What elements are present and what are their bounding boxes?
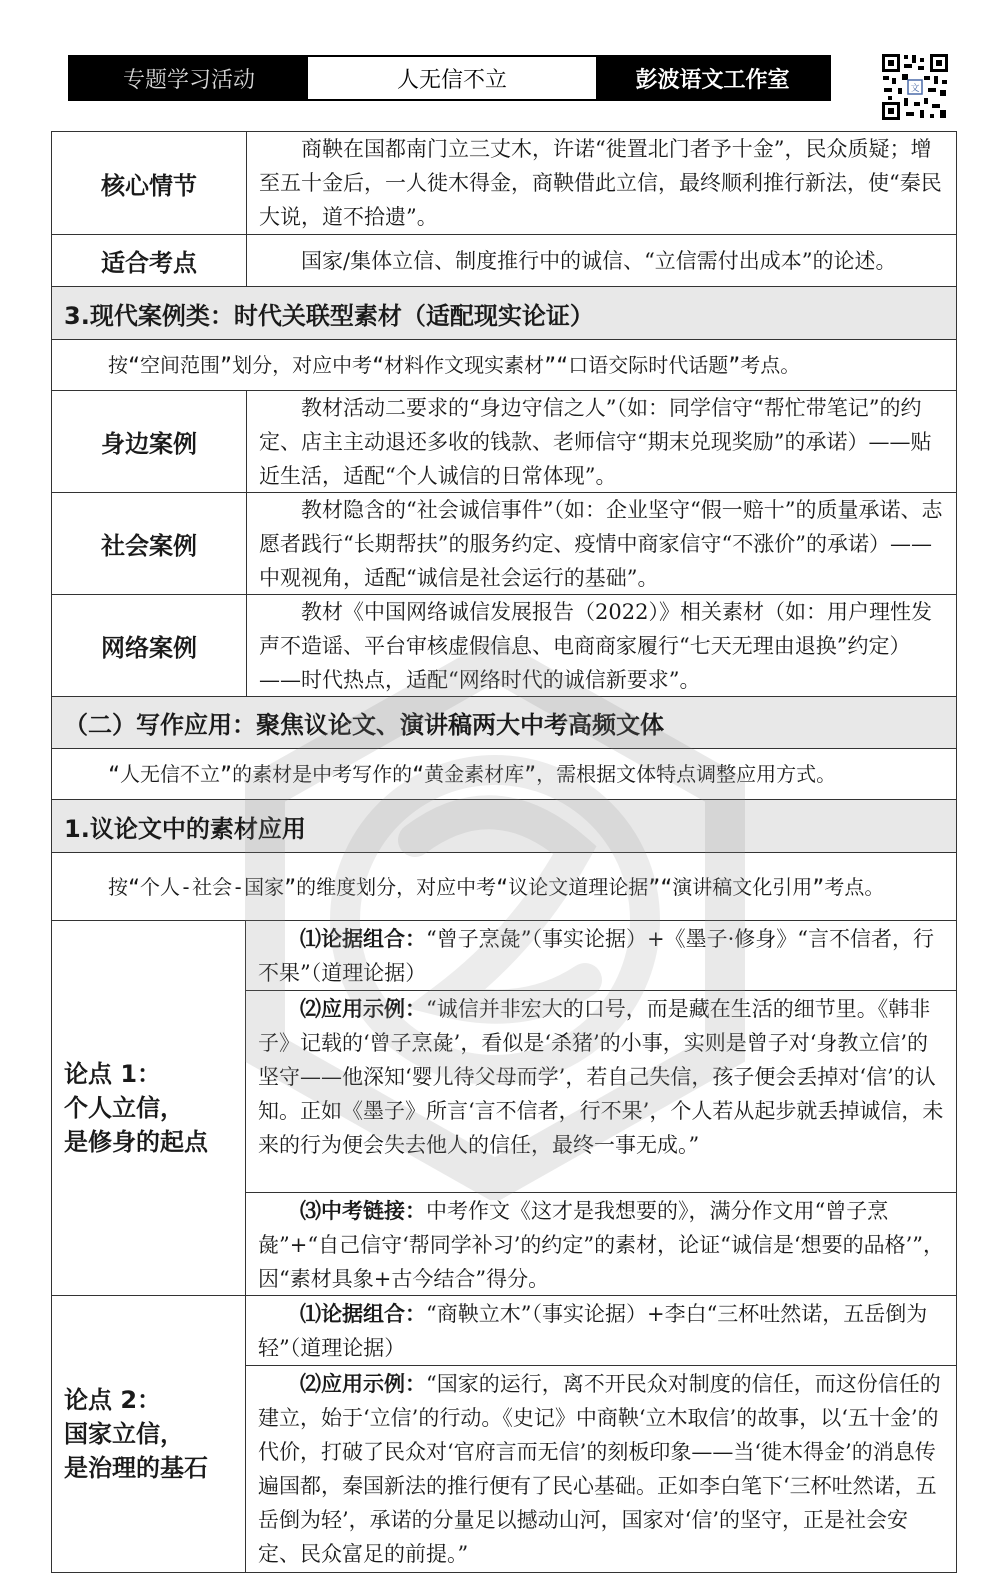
section-intro: 按“空间范围”划分，对应中考“材料作文现实素材”“口语交际时代话题”考点。 [52, 340, 956, 391]
table-row [52, 235, 956, 287]
section-heading-argument-essay: 1.议论文中的素材应用 [52, 800, 956, 853]
argument-point-row [52, 921, 956, 1296]
table-row [52, 493, 956, 595]
row-text: 国家/集体立信、制度推行中的诚信、“立信需付出成本”的论述。 [301, 248, 897, 273]
row-text: 商鞅在国都南门立三丈木，许诺“徙置北门者予十金”，民众质疑；增至五十金后，一人徙木得金，商鞅借此立信，最终顺利推行新法，使“秦民大说，道不拾遗”。 [259, 137, 942, 229]
header-studio: 彭波语文工作室 [596, 57, 829, 99]
svg-text:文: 文 [910, 84, 920, 94]
table-row [52, 391, 956, 493]
row-text: 教材《中国网络诚信发展报告（2022）》相关素材（如：用户理性发声不造谣、平台审核虚假信息、电商商家履行“七天无理由退换”约定）——时代热点，适配“网络时代的诚信新要求”。 [259, 599, 932, 692]
header-topic: 专题学习活动 [70, 57, 308, 99]
application-example: ⑵应用示例：“诚信并非宏大的口号，而是藏在生活的细节里。《韩非子》记载的‘曾子烹彘’，看似是‘杀猪’的小事，实则是曾子对‘身教立信’的坚守——他深知‘婴儿待父母而学’，若自己失信，孩子便会丢掉对‘信’的认知。正如《墨子》所言‘言不信者，行不果’，个人若从起步就丢掉诚信，未来的行为便会失去他人的信任，最终一事无成。” [246, 991, 956, 1193]
application-example: ⑵应用示例：“国家的运行，离不开民众对制度的信任，而这份信任的建立，始于‘立信’的行动。《史记》中商鞅‘立木取信’的故事，以‘五十金’的代价，打破了民众对‘官府言而无信’的刻板印象——当‘徙木得金’的消息传遍国都，秦国新法的推行便有了民心基础。正如李白笔下‘三杯吐然诺，五岳倒为轻’，承诺的分量足以撼动山河，国家对‘信’的坚守，正是社会安定、民众富足的前提。” [258, 1372, 941, 1566]
argument-point-details [246, 921, 956, 1295]
section-intro: 按“个人-社会-国家”的维度划分，对应中考“议论文道理论据”“演讲稿文化引用”考点。 [52, 853, 956, 921]
section-heading-writing: （二）写作应用：聚焦议论文、演讲稿两大中考高频文体 [52, 697, 956, 749]
exam-link: ⑶中考链接：中考作文《这才是我想要的》，满分作文用“曾子烹彘”+“自己信守‘帮同学补习’的约定”的素材，论证“诚信是‘想要的品格’”，因“素材具象+古今结合”得分。 [258, 1199, 944, 1291]
evidence-combination: ⑴论据组合：“曾子烹彘”（事实论据）+《墨子·修身》“言不信者，行不果”（道理论据） [246, 921, 956, 991]
row-label: 核心情节 [52, 132, 247, 234]
argument-point-row [52, 1296, 956, 1573]
table-row [52, 132, 956, 235]
table-row [52, 595, 956, 697]
row-label: 身边案例 [52, 391, 247, 492]
section-intro: “人无信不立”的素材是中考写作的“黄金素材库”，需根据文体特点调整应用方式。 [52, 749, 956, 800]
content-table [51, 131, 957, 1573]
evidence-combination: ⑴论据组合：“商鞅立木”（事实论据）+李白“三杯吐然诺，五岳倒为轻”（道理论据） [246, 1296, 956, 1366]
qr-code-icon [880, 52, 950, 122]
row-label: 社会案例 [52, 493, 247, 594]
header-bar [68, 55, 831, 101]
row-text: 教材活动二要求的“身边守信之人”（如：同学信守“帮忙带笔记”的约定、店主主动退还多收的钱款、老师信守“期末兑现奖励”的承诺）——贴近生活，适配“个人诚信的日常体现”。 [259, 395, 932, 488]
header-title: 人无信不立 [308, 57, 596, 99]
section-heading-modern-cases: 3.现代案例类：时代关联型素材（适配现实论证） [52, 287, 956, 340]
argument-point-label: 论点 2： 国家立信， 是治理的基石 [52, 1296, 246, 1572]
row-label: 网络案例 [52, 595, 247, 696]
argument-point-label: 论点 1： 个人立信， 是修身的起点 [52, 921, 246, 1295]
argument-point-details [246, 1296, 956, 1572]
row-label: 适合考点 [52, 235, 247, 286]
row-text: 教材隐含的“社会诚信事件”（如：企业坚守“假一赔十”的质量承诺、志愿者践行“长期帮扶”的服务约定、疫情中商家信守“不涨价”的承诺）——中观视角，适配“诚信是社会运行的基础”。 [259, 497, 943, 590]
